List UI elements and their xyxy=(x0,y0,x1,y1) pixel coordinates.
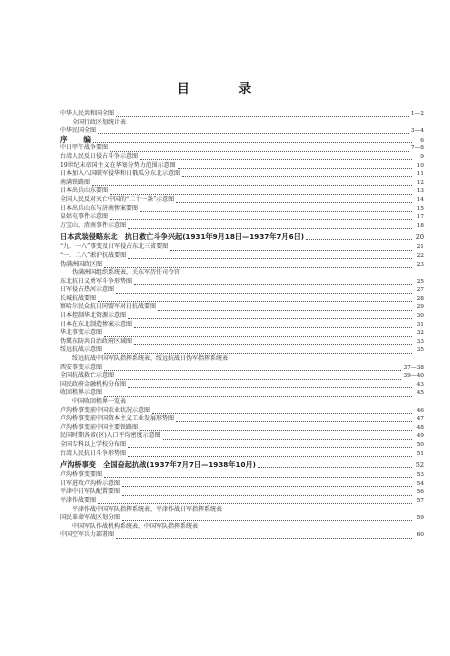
toc-page-number: 39—40 xyxy=(403,373,424,380)
leader-dots xyxy=(104,391,412,397)
leader-dots xyxy=(110,214,412,220)
toc-entry-label: 序 编 xyxy=(60,134,92,144)
toc-page-number: 31 xyxy=(416,321,424,328)
leader-dots xyxy=(134,322,412,328)
leader-dots xyxy=(98,498,412,504)
toc-page-number: 9 xyxy=(420,153,424,160)
leader-dots xyxy=(128,442,412,448)
toc-entry-label: 日军进攻卢沟桥示意图 xyxy=(60,479,121,487)
leader-dots xyxy=(116,288,412,294)
leader-dots xyxy=(178,163,412,169)
toc-page-number: 23 xyxy=(416,261,424,268)
toc-entry-label: 全国人民反对灭亡中国的“二十一条”示意图 xyxy=(60,195,175,203)
toc-entry-label: 皇姑屯事件示意图 xyxy=(60,213,109,221)
toc-entry-label: 中华人民共和国全图 xyxy=(60,110,115,117)
toc-entry xyxy=(60,432,424,441)
toc-entry xyxy=(60,329,424,338)
toc-entry xyxy=(60,531,424,540)
toc-page-number: 57 xyxy=(416,497,424,504)
toc-page-number: 11 xyxy=(416,171,424,178)
toc-entry-label: 中国空军兵力部署图 xyxy=(60,531,115,539)
toc-entry-label: 日本出兵山东与济南惨案要图 xyxy=(60,204,139,212)
toc-entry-label: 中日甲午战争要图 xyxy=(60,144,109,152)
toc-entry xyxy=(60,450,424,459)
leader-dots xyxy=(224,507,412,512)
toc-page-number: 17 xyxy=(416,214,424,221)
toc-entry-label: 全国抗战救亡示意图 xyxy=(60,372,115,380)
toc-list xyxy=(60,110,424,540)
toc-page-number: 45 xyxy=(416,390,424,397)
leader-dots xyxy=(128,120,412,125)
toc-page-number: 29 xyxy=(416,304,424,311)
toc-page-number: 53 xyxy=(416,472,424,479)
toc-entry-label: 万宝山、渣南事件示意图 xyxy=(60,221,127,229)
leader-dots xyxy=(163,434,412,440)
toc-entry-label: 民国时期各省(区)人口平均密度示意图 xyxy=(60,432,161,440)
toc-entry-label: 日本控制华北资源示意图 xyxy=(60,312,127,320)
leader-dots xyxy=(176,197,412,203)
leader-dots xyxy=(122,490,412,496)
page-title: 目 录 xyxy=(176,82,274,97)
leader-dots xyxy=(92,180,412,186)
leader-dots xyxy=(200,525,412,530)
toc-page-number: 43 xyxy=(416,381,424,388)
leader-dots xyxy=(128,223,412,229)
toc-entry-label: 东北抗日义勇军斗争形势图 xyxy=(60,277,133,285)
toc-section-heading xyxy=(60,458,424,471)
leader-dots xyxy=(116,374,401,380)
leader-dots xyxy=(98,128,409,134)
toc-entry-label: 平津作战中国军队指挥系统表、平津作战日军指挥系统表 xyxy=(72,505,223,513)
toc-entry-label: 19世纪末帝国主义在华划分势力范围示意图 xyxy=(60,161,176,169)
toc-entry xyxy=(60,389,424,398)
toc-page-number: 10 xyxy=(416,162,424,169)
toc-page-number: 13 xyxy=(416,188,424,195)
leader-dots xyxy=(122,481,412,487)
toc-page-number: 21 xyxy=(416,244,424,251)
toc-page-number: 60 xyxy=(416,532,424,539)
toc-entry xyxy=(60,364,424,373)
toc-entry xyxy=(60,252,424,261)
toc-entry-label: 日本出兵山东要图 xyxy=(60,187,109,195)
leader-dots xyxy=(122,515,412,521)
toc-entry xyxy=(60,346,424,355)
toc-entry-label: 长城抗战要图 xyxy=(60,294,97,302)
leader-dots xyxy=(134,279,412,285)
toc-entry xyxy=(60,243,424,252)
toc-entry-label: 台湾人民抗日斗争形势图 xyxy=(60,449,127,457)
toc-page-number: 22 xyxy=(416,252,424,259)
toc-entry-label: 西安事变示意图 xyxy=(60,363,103,371)
leader-dots xyxy=(128,382,412,388)
toc-entry-label: 台湾人民反日侵占斗争示意图 xyxy=(60,152,139,160)
toc-entry xyxy=(60,213,424,222)
leader-dots xyxy=(98,296,412,302)
toc-entry xyxy=(60,119,424,128)
toc-entry-label: 伪满洲国组织系统表、关东军历任司令官 xyxy=(72,269,181,277)
leader-dots xyxy=(140,206,412,212)
toc-page-number: 12 xyxy=(416,179,424,186)
toc-entry-label: 卢沟桥事变 全国奋起抗战(1937年7月7日—1938年10月) xyxy=(60,460,256,470)
toc-entry-label: 绥远抗战中国军队指挥系统表、绥远抗战日伪军指挥系统表 xyxy=(72,355,229,363)
toc-entry-label: 中国收回租界一览表 xyxy=(72,398,127,405)
toc-entry-label: 伪满洲国政区图 xyxy=(60,260,103,268)
leader-dots xyxy=(230,357,412,362)
toc-page-number: 59 xyxy=(416,515,424,522)
leader-dots xyxy=(128,313,412,319)
toc-page-number: 14 xyxy=(416,196,424,203)
toc-entry-label: 中国军队作战机构系统表、中国军队指挥系统表 xyxy=(72,522,199,530)
toc-page-number: 52 xyxy=(415,461,424,470)
leader-dots xyxy=(110,189,412,195)
toc-entry-label: 中华民国全图 xyxy=(60,127,97,135)
toc-entry-label: 国民政府金融机构分布图 xyxy=(60,380,127,388)
leader-dots xyxy=(110,146,409,152)
toc-entry xyxy=(60,269,424,278)
toc-entry xyxy=(60,497,424,506)
toc-entry xyxy=(60,514,424,523)
toc-page-number: 27 xyxy=(416,287,424,294)
toc-entry xyxy=(60,321,424,330)
toc-page-number: 49 xyxy=(416,433,424,440)
toc-entry xyxy=(60,261,424,270)
toc-entry xyxy=(60,278,424,287)
toc-page-number: 46 xyxy=(416,407,424,414)
toc-page-number: 32 xyxy=(416,330,424,337)
leader-dots xyxy=(182,171,412,177)
toc-entry-label: 平津中日军队配置要图 xyxy=(60,488,121,496)
leader-dots xyxy=(116,111,409,117)
toc-entry-label: 日本武装侵略东北 抗日救亡斗争兴起(1931年9月18日—1937年7月6日) xyxy=(60,232,305,242)
toc-section-heading xyxy=(60,230,424,243)
leader-dots xyxy=(116,533,412,539)
leader-dots xyxy=(176,416,412,422)
leader-dots xyxy=(152,408,412,414)
toc-entry xyxy=(60,471,424,480)
leader-dots xyxy=(134,339,412,345)
toc-entry xyxy=(60,144,424,153)
leader-dots xyxy=(140,425,412,431)
leader-dots xyxy=(306,234,412,240)
toc-entry-label: 卢沟桥事变要图 xyxy=(60,471,103,479)
leader-dots xyxy=(104,262,412,268)
toc-page-number: 18 xyxy=(416,222,424,229)
toc-page-number: 6 xyxy=(420,137,424,144)
leader-dots xyxy=(104,331,412,337)
leader-dots xyxy=(170,245,412,251)
toc-entry xyxy=(60,170,424,179)
toc-entry xyxy=(60,205,424,214)
toc-entry-label: 国民革命军战区划分图 xyxy=(60,514,121,522)
toc-entry xyxy=(60,222,424,231)
toc-entry xyxy=(60,286,424,295)
toc-entry xyxy=(60,523,424,532)
leader-dots xyxy=(158,305,412,311)
toc-entry xyxy=(60,110,424,119)
toc-entry xyxy=(60,303,424,312)
toc-entry-label: 华北事变示意图 xyxy=(60,329,103,337)
toc-page-number: 30 xyxy=(416,313,424,320)
leader-dots xyxy=(104,348,412,354)
toc-entry xyxy=(60,179,424,188)
toc-entry-label: 南满铁路图 xyxy=(60,178,91,186)
leader-dots xyxy=(128,253,412,259)
toc-page-number: 54 xyxy=(416,480,424,487)
toc-page-number: 1—2 xyxy=(410,111,424,117)
toc-page-number: 37—38 xyxy=(403,364,424,371)
toc-entry-label: 全国行政区划统计表 xyxy=(72,118,127,126)
leader-dots xyxy=(140,154,412,160)
toc-entry xyxy=(60,441,424,450)
toc-page-number: 25 xyxy=(416,278,424,285)
toc-page-number: 50 xyxy=(416,441,424,448)
toc-entry-label: 卢沟桥事变前中国资本主义工业发展形势图 xyxy=(60,415,175,423)
leader-dots xyxy=(128,451,412,457)
toc-entry-label: “一．二八”淞沪抗战要图 xyxy=(60,251,127,259)
toc-page-number: 51 xyxy=(416,450,424,457)
toc-entry xyxy=(60,312,424,321)
toc-page-number: 33 xyxy=(416,338,424,345)
toc-page-number: 15 xyxy=(416,205,424,212)
toc-page-number: 47 xyxy=(416,416,424,423)
toc-entry-label: 日本在东北制造惨案示意图 xyxy=(60,320,133,328)
toc-entry-label: 平津作战要图 xyxy=(60,496,97,504)
toc-page-number: 20 xyxy=(415,233,424,242)
toc-entry xyxy=(60,196,424,205)
toc-entry-label: 全国专科以上学校分布图 xyxy=(60,440,127,448)
toc-entry xyxy=(60,127,424,136)
leader-dots xyxy=(258,462,412,468)
toc-entry-label: 日本加入八国联军侵华和日俄瓜分东北示意图 xyxy=(60,170,181,178)
toc-page-number: 7—8 xyxy=(410,145,424,152)
leader-dots xyxy=(182,271,412,276)
toc-entry-label: 伪冀东防共自治政府区域图 xyxy=(60,337,133,345)
toc-entry xyxy=(60,381,424,390)
toc-entry xyxy=(60,415,424,424)
toc-entry xyxy=(60,506,424,515)
toc-entry xyxy=(60,153,424,162)
toc-entry xyxy=(60,398,424,407)
toc-entry xyxy=(60,338,424,347)
toc-entry xyxy=(60,372,424,381)
leader-dots xyxy=(104,472,412,478)
leader-dots xyxy=(93,137,412,143)
toc-entry-label: 收回租界示意图 xyxy=(60,389,103,397)
toc-entry xyxy=(60,355,424,364)
toc-page-number: 35 xyxy=(416,347,424,354)
toc-entry-label: 卢沟桥事变前中国农业状况示意图 xyxy=(60,406,151,414)
toc-entry xyxy=(60,187,424,196)
leader-dots xyxy=(128,400,412,405)
toc-page-number: 48 xyxy=(416,424,424,431)
toc-entry-label: 绥远抗战示意图 xyxy=(60,346,103,354)
toc-entry-label: 卢沟桥事变前中国主要铁路图 xyxy=(60,423,139,431)
toc-page-number: 56 xyxy=(416,489,424,496)
leader-dots xyxy=(104,365,401,371)
toc-section-heading xyxy=(60,136,424,145)
toc-entry xyxy=(60,488,424,497)
toc-entry-label: 察哈尔民众抗日同盟军对日抗战要图 xyxy=(60,303,157,311)
toc-page-number: 3—4 xyxy=(410,128,424,135)
toc-entry-label: “九．一八”事变及日军侵占东北三省要图 xyxy=(60,243,169,251)
toc-entry-label: 日军侵占热河示意图 xyxy=(60,286,115,294)
toc-entry xyxy=(60,162,424,171)
toc-entry xyxy=(60,407,424,416)
toc-page-number: 28 xyxy=(416,295,424,302)
